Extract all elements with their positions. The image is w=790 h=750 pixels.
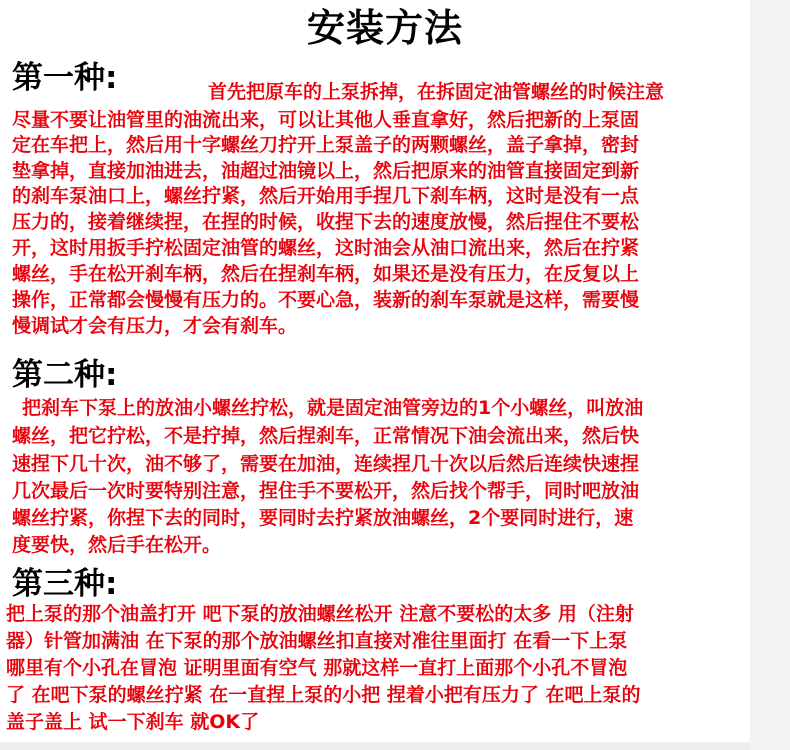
section-3-line: 哪里有个小孔在冒泡 证明里面有空气 那就这样一直打上面那个小孔不冒泡 <box>6 657 628 679</box>
section-3-line: 把上泵的那个油盖打开 吧下泵的放油螺丝松开 注意不要松的太多 用（注射 <box>6 603 634 625</box>
section-2-line: 度要快，然后手在松开。 <box>12 534 222 556</box>
section-1-line: 尽量不要让油管里的油流出来，可以让其他人垂直拿好，然后把新的上泵固 <box>12 109 640 131</box>
section-2-line: 螺丝，把它拧松，不是拧掉，然后捏刹车，正常情况下油会流出来，然后快 <box>12 425 640 447</box>
page-margin-right <box>750 0 790 750</box>
section-3-line: 盖子盖上 试一下刹车 就OK了 <box>6 711 260 733</box>
section-1-heading: 第一种: <box>12 60 118 96</box>
page-title: 安装方法 <box>306 6 463 50</box>
section-2-line: 速捏下几十次，油不够了，需要在加油，连续捏几十次以后然后连续快速捏 <box>12 453 640 475</box>
page-margin-bottom <box>0 742 750 750</box>
section-2-line: 螺丝拧紧，你捏下去的同时，要同时去拧紧放油螺丝，2个要同时进行，速 <box>12 507 634 529</box>
section-1-line: 定在车把上，然后用十字螺丝刀拧开上泵盖子的两颗螺丝，盖子拿掉，密封 <box>12 134 640 156</box>
section-1-line: 垫拿掉，直接加油进去，油超过油镜以上，然后把原来的油管直接固定到新 <box>12 160 640 182</box>
section-1-line: 的刹车泵油口上，螺丝拧紧，然后开始用手捏几下刹车柄，这时是没有一点 <box>12 185 640 207</box>
section-3-line: 器）针管加满油 在下泵的那个放油螺丝扣直接对准往里面打 在看一下上泵 <box>6 630 628 652</box>
section-1-line: 慢调试才会有压力，才会有刹车。 <box>12 315 298 337</box>
section-2-heading: 第二种: <box>12 357 118 393</box>
section-1-line: 开，这时用扳手拧松固定油管的螺丝，这时油会从油口流出来，然后在拧紧 <box>12 237 640 259</box>
section-1-line: 操作，正常都会慢慢有压力的。不要心急，装新的刹车泵就是这样，需要慢 <box>12 289 640 311</box>
section-3-line: 了 在吧下泵的螺丝拧紧 在一直捏上泵的小把 捏着小把有压力了 在吧上泵的 <box>6 684 641 706</box>
section-1-line: 首先把原车的上泵拆掉，在拆固定油管螺丝的时候注意 <box>208 81 665 103</box>
section-1-line: 压力的，接着继续捏，在捏的时候，收捏下去的速度放慢，然后捏住不要松 <box>12 211 640 233</box>
section-3-heading: 第三种: <box>12 566 118 602</box>
section-2-line: 把刹车下泵上的放油小螺丝拧松，就是固定油管旁边的1个小螺丝，叫放油 <box>22 397 644 419</box>
section-2-line: 几次最后一次时要特别注意，捏住手不要松开，然后找个帮手，同时吧放油 <box>12 480 640 502</box>
section-1-line: 螺丝，手在松开刹车柄，然后在捏刹车柄，如果还是没有压力，在反复以上 <box>12 263 640 285</box>
